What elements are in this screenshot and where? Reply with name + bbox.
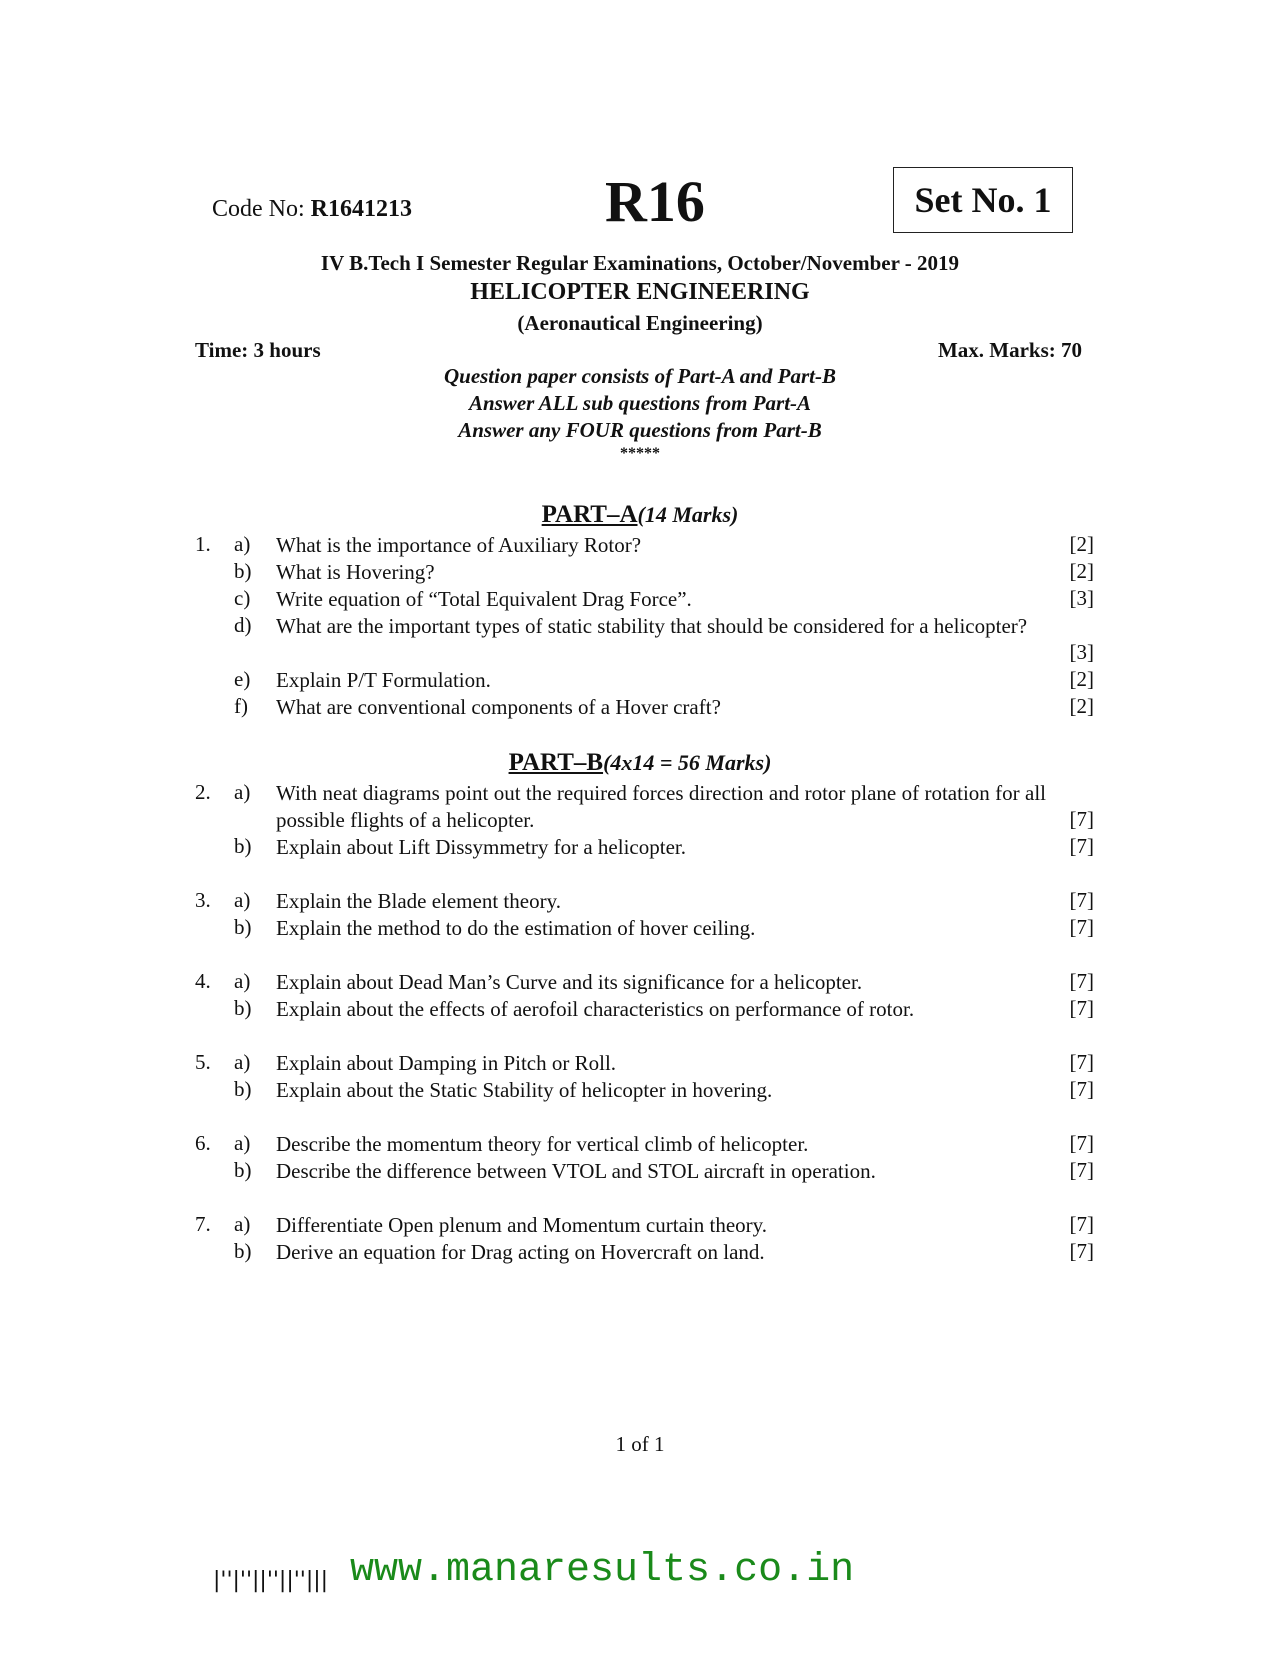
sub-question-letter: b) bbox=[234, 834, 252, 858]
sub-question-marks: [7] bbox=[1069, 1158, 1094, 1182]
separator-stars: ***** bbox=[620, 445, 660, 462]
sub-question-marks: [2] bbox=[1069, 559, 1094, 583]
question-number: 2. bbox=[195, 780, 211, 804]
sub-question-marks: [7] bbox=[1069, 1050, 1094, 1074]
part-a-title: PART–A bbox=[541, 501, 638, 528]
question-number: 7. bbox=[195, 1212, 211, 1236]
sub-question-marks: [7] bbox=[1069, 1131, 1094, 1155]
sub-question-marks: [2] bbox=[1069, 532, 1094, 556]
sub-question-text: Explain the Blade element theory. bbox=[276, 889, 561, 913]
sub-question-letter: a) bbox=[234, 969, 251, 993]
instruction-line: Question paper consists of Part-A and Part-B bbox=[443, 364, 837, 388]
time-label: Time: 3 hours bbox=[195, 338, 321, 362]
sub-question-text: Explain about Dead Man’s Curve and its significance for a helicopter. bbox=[276, 970, 863, 994]
sub-question-marks: [7] bbox=[1069, 969, 1094, 993]
sub-question-letter: b) bbox=[234, 559, 252, 583]
question-number: 4. bbox=[195, 969, 211, 993]
sub-question-marks: [7] bbox=[1069, 1077, 1094, 1101]
sub-question-marks: [2] bbox=[1069, 694, 1094, 718]
sub-question-letter: a) bbox=[234, 1131, 251, 1155]
sub-question-marks: [7] bbox=[1069, 834, 1094, 858]
page-number: 1 of 1 bbox=[615, 1432, 665, 1456]
question-number: 6. bbox=[195, 1131, 211, 1155]
sub-question-marks: [7] bbox=[1069, 888, 1094, 912]
sub-question-letter: b) bbox=[234, 1077, 252, 1101]
question-number: 1. bbox=[195, 532, 211, 556]
sub-question-text: Explain about Lift Dissymmetry for a helicopter. bbox=[276, 835, 686, 859]
sub-question-text: Explain about the effects of aerofoil characteristics on performance of rotor. bbox=[276, 997, 915, 1021]
sub-question-text: Explain about Damping in Pitch or Roll. bbox=[276, 1051, 617, 1075]
sub-question-letter: f) bbox=[234, 694, 248, 718]
part-a-marks: (14 Marks) bbox=[637, 502, 739, 527]
website-link[interactable]: www.manaresults.co.in bbox=[350, 1548, 855, 1593]
code-label: Code No: bbox=[212, 196, 305, 222]
sub-question-marks: [7] bbox=[1069, 1239, 1094, 1263]
sub-question-letter: a) bbox=[234, 780, 251, 804]
sub-question-letter: d) bbox=[234, 613, 252, 637]
code-number bbox=[212, 196, 412, 223]
sub-question-marks: [7] bbox=[1069, 996, 1094, 1020]
sub-question-text: Derive an equation for Drag acting on Hovercraft on land. bbox=[276, 1240, 765, 1264]
max-marks-label: Max. Marks: 70 bbox=[937, 338, 1082, 362]
sub-question-letter: a) bbox=[234, 532, 251, 556]
sub-question-letter: c) bbox=[234, 586, 251, 610]
regulation-label: R16 bbox=[605, 169, 705, 234]
sub-question-letter: a) bbox=[234, 888, 251, 912]
sub-question-text: Describe the momentum theory for vertical climb of helicopter. bbox=[276, 1132, 809, 1156]
question-number: 5. bbox=[195, 1050, 211, 1074]
sub-question-marks: [7] bbox=[1069, 915, 1094, 939]
sub-question-text: What is Hovering? bbox=[276, 560, 435, 584]
sub-question-text: Write equation of “Total Equivalent Drag Force”. bbox=[276, 587, 692, 611]
sub-question-letter: b) bbox=[234, 915, 252, 939]
subject-title: HELICOPTER ENGINEERING bbox=[470, 279, 810, 305]
sub-question-letter: a) bbox=[234, 1212, 251, 1236]
question-number: 3. bbox=[195, 888, 211, 912]
sub-question-text: Explain the method to do the estimation of hover ceiling. bbox=[276, 916, 756, 940]
sub-question-marks: [2] bbox=[1069, 667, 1094, 691]
exam-title: IV B.Tech I Semester Regular Examinations, October/November - 2019 bbox=[320, 251, 960, 275]
part-a-heading bbox=[0, 501, 1280, 529]
instruction-line: Answer ALL sub questions from Part-A bbox=[468, 391, 812, 415]
sub-question-marks: [7] bbox=[1069, 1212, 1094, 1236]
part-b-heading bbox=[0, 749, 1280, 777]
sub-question-letter: b) bbox=[234, 1239, 252, 1263]
sub-question-text: What are conventional components of a Hover craft? bbox=[276, 695, 721, 719]
branch-title: (Aeronautical Engineering) bbox=[517, 311, 763, 335]
sub-question-marks: [3] bbox=[1069, 586, 1094, 610]
sub-question-letter: b) bbox=[234, 996, 252, 1020]
part-b-marks: (4x14 = 56 Marks) bbox=[603, 750, 772, 775]
set-number-box: Set No. 1 bbox=[893, 167, 1073, 233]
sub-question-letter: a) bbox=[234, 1050, 251, 1074]
instruction-line: Answer any FOUR questions from Part-B bbox=[458, 418, 822, 442]
sub-question-marks: [7] bbox=[1069, 807, 1094, 831]
part-b-title: PART–B bbox=[508, 749, 604, 776]
sub-question-text: Explain about the Static Stability of helicopter in hovering. bbox=[276, 1078, 773, 1102]
sub-question-text: Differentiate Open plenum and Momentum curtain theory. bbox=[276, 1213, 768, 1237]
sub-question-letter: b) bbox=[234, 1158, 252, 1182]
sub-question-marks: [3] bbox=[1069, 640, 1094, 664]
sub-question-text: Explain P/T Formulation. bbox=[276, 668, 491, 692]
barcode-text: |''|''||''||''||| bbox=[213, 1568, 329, 1593]
sub-question-letter: e) bbox=[234, 667, 251, 691]
sub-question-text: Describe the difference between VTOL and STOL aircraft in operation. bbox=[276, 1159, 876, 1183]
sub-question-text: With neat diagrams point out the required forces direction and rotor plane of rotation for all possible flights of a helicopter. bbox=[276, 781, 1046, 832]
code-value: R1641213 bbox=[310, 196, 413, 222]
sub-question-text: What are the important types of static stability that should be considered for a helicopter? bbox=[276, 614, 1028, 638]
sub-question-text: What is the importance of Auxiliary Rotor? bbox=[276, 533, 642, 557]
